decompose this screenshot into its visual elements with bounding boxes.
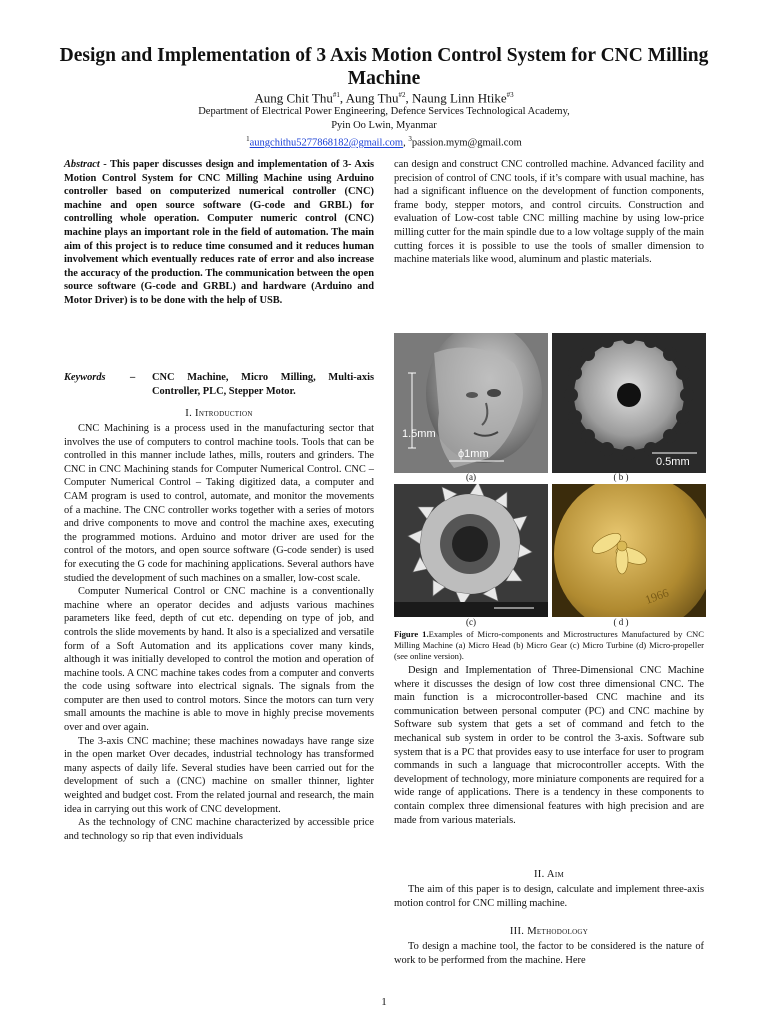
caption-label: Figure 1. — [394, 629, 429, 639]
email-text: passion.mym@gmail.com — [411, 137, 522, 149]
author-sup: #3 — [506, 91, 514, 99]
author-sup: #1 — [332, 91, 340, 99]
figure-label: ( b ) — [613, 472, 629, 482]
aim-body — [394, 883, 704, 910]
keywords-label: Keywords — [64, 372, 106, 383]
keywords-text: CNC Machine, Micro Milling, Multi-axis Controller, PLC, Stepper Motor. — [152, 372, 374, 397]
figure-micro-gear-image — [552, 333, 706, 473]
abstract — [64, 158, 374, 308]
abstract-text: - This paper discusses design and implementation of 3- Axis Motion Control System for CNC Milling Machine using Arduino controller based on computerized numerical controller (CNC) machine and open source software (G-code and GRBL) for controlling whole operation. Computer numeric control (CNC) machine plays an important role in the field of automation. The main aim of this project is to reduce time consumed and it reduces human involvement which eventually reduces rate of error and also increase the accuracy of the production. The communication between the open source software (G-code and GRBL) and hardware (Arduino and Motor Driver) is to be done with the help of USB. — [64, 159, 374, 306]
affiliation-line: Department of Electrical Power Engineering, Defence Services Technological Academy, — [198, 106, 570, 117]
paper-title: Design and Implementation of 3 Axis Motion Control System for CNC Milling Machine — [59, 45, 709, 89]
figure-caption — [394, 629, 704, 662]
author-name: Aung Thu — [345, 90, 399, 106]
scale-label: 1.5mm — [402, 428, 436, 440]
caption-text: Examples of Micro-components and Microstructures Manufactured by CNC Milling Machine (a) Micro Head (b) Micro Gear (c) Micro Turbine (d) Micro-propeller (see online version). — [394, 629, 704, 661]
figure-label: (a) — [466, 472, 476, 482]
intro-continued-2 — [394, 664, 704, 827]
keywords — [64, 371, 374, 399]
abstract-label: Abstract — [64, 159, 100, 170]
figure-micro-propeller-image — [552, 484, 706, 617]
author-name: Aung Chit Thu — [254, 90, 333, 106]
paragraph: As the technology of CNC machine characterized by accessible price and technology so rip that even individuals — [64, 817, 374, 842]
email-sup: 3 — [408, 135, 412, 143]
scale-label: 0.5mm — [656, 456, 690, 468]
author-line — [40, 88, 728, 105]
figure-micro-head-image — [394, 333, 548, 473]
email-sup: 1 — [246, 135, 250, 143]
email-link[interactable]: aungchithu5277868182@gmail.com — [249, 137, 404, 149]
introduction-body — [64, 422, 374, 843]
paragraph: CNC Machining is a process used in the manufacturing sector that involves the use of computers to control machine tools. Tools that can be controlled in this manner include lathes, mills, routers and grinders. The CNC in CNC Machining stands for Computer Numerical Control. CNC – Computer Numerical Control – Taking digitized data, a computer and CAM program is used to control, automate, and monitor the movements of a machine. The CNC controller works together with a series of motors and drive components to move and control the machine axes, executing the programmed motions. Arduino and motor driver are used for the control of the motors, and open source software (G-code sender) is used for executing the G code for machining applications. Several authors have studied the development of such machines on a smaller, low-cost scale. — [64, 423, 374, 584]
figure-label: (c) — [466, 617, 476, 627]
section-heading-aim: II. Aim — [533, 869, 565, 880]
svg-text:1966: 1966 — [643, 585, 671, 607]
paragraph: Design and Implementation of Three-Dimensional CNC Machine where it discusses the design of low cost three dimensional CNC. The main function is a microcontroller-based CNC machine and its communication between personal computer (PC) and CNC machine by Software sub system that gets a set of command and fetch to the mechanical sub system in order to be control the 3-axis. Software sub system that is a PC that provides easy to use interface for user to program commands in such a language that microcontroller accepts. With the development of technology, more miniature components are required for a wide range of applications. There is a tendency in these components to contain complex three dimensional features with high precision and are made from various materials. — [394, 665, 704, 826]
page-number: 1 — [381, 996, 387, 1008]
paragraph: The 3-axis CNC machine; these machines nowadays have range size in the open market Over decades, industrial technology has transformed many aspects of daily life. Several studies have been carried out for the development of such a (CNC) machine on smaller thinner, lighter weighted and budget cost. From the related journal and research, the main idea in carrying out this work of CNC development. — [64, 735, 374, 815]
paragraph: To design a machine tool, the factor to be considered is the nature of work to be performed from the machine. Here — [394, 941, 704, 966]
paragraph: Computer Numerical Control or CNC machine is a conventionally machine where an operator decides and adjusts various machines parameters like feed, depth of cut etc. depending on type of job, and controls the slide movements by hand. It also is a specialized and versatile form of a Soft Automation and its applications cover many kinds, although it was initially developed to control the motion and operation of machine tools. A CNC machine takes codes from a computer and converts the code using software into electrical signals. The signals from the computer are then used to control motors. Since the motors can turn very small amounts the machine is able to move in highly precise movements over and over again. — [64, 586, 374, 734]
affiliation-location: Pyin Oo Lwin, Myanmar — [331, 120, 437, 131]
author-name: Naung Linn Htike — [412, 90, 507, 106]
email-line — [40, 133, 728, 150]
section-heading-introduction: I. Introduction — [185, 408, 253, 419]
intro-continued — [394, 158, 704, 267]
section-heading-methodology: III. Methodology — [509, 926, 589, 937]
author-separator: , — [339, 90, 346, 106]
paragraph: can design and construct CNC controlled machine. Advanced facility and precision of control of CNC tools, if it’s compare with usual machine, has had a significant influence on the development of function components, frame body, stepper motors, and control circuits. Construction and evaluation of Low-cost table CNC milling machine by using low-price milling cutter for the main spindle due to a low voltage supply of the main cutting forces it is possible to use the tools of smaller dimension to machine materials like wood, aluminum and plastic materials. — [394, 159, 704, 266]
methodology-body — [394, 940, 704, 967]
scale-label: ϕ1mm — [458, 448, 489, 460]
email-separator: , — [403, 137, 409, 149]
paragraph: The aim of this paper is to design, calculate and implement three-axis motion control for CNC milling machine. — [394, 884, 704, 909]
figure-micro-turbine-image — [394, 484, 548, 617]
keywords-dash: – — [130, 372, 136, 383]
author-separator: , — [405, 90, 413, 106]
figure-label: ( d ) — [613, 617, 629, 627]
author-sup: #2 — [398, 91, 406, 99]
